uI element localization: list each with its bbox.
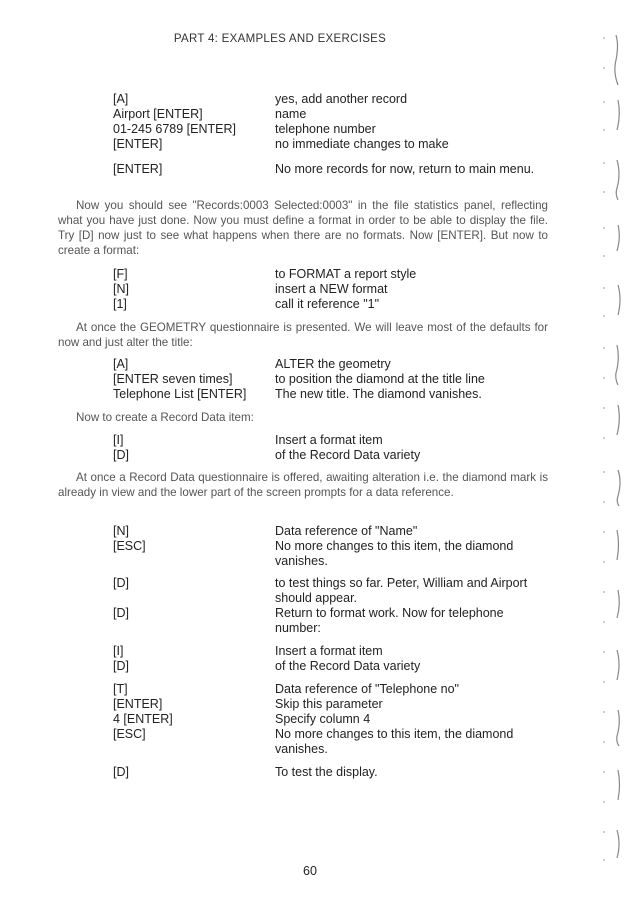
instruction-key: [ENTER] bbox=[113, 162, 163, 176]
instruction-key: [ESC] bbox=[113, 539, 146, 553]
instruction-key: [1] bbox=[113, 297, 127, 311]
instruction-desc: no immediate changes to make bbox=[275, 137, 449, 151]
instruction-desc: call it reference "1" bbox=[275, 297, 380, 311]
instruction-desc: Insert a format item bbox=[275, 433, 383, 447]
instruction-desc: No more changes to this item, the diamond vanishes. bbox=[275, 539, 514, 568]
instruction-desc: telephone number bbox=[275, 122, 376, 136]
instruction-desc: ALTER the geometry bbox=[275, 357, 391, 371]
instruction-desc: Skip this parameter bbox=[275, 697, 383, 711]
instruction-key: [N] bbox=[113, 524, 129, 538]
body-paragraph: At once the GEOMETRY questionnaire is presented. We will leave most of the defaults for now and just alter the title: bbox=[58, 321, 548, 349]
instruction-key: [ESC] bbox=[113, 727, 146, 741]
instruction-desc: to FORMAT a report style bbox=[275, 267, 417, 281]
instruction-key: [D] bbox=[113, 765, 129, 779]
instruction-desc: Return to format work. Now for telephone number: bbox=[275, 606, 504, 635]
instruction-desc: The new title. The diamond vanishes. bbox=[275, 387, 482, 401]
instruction-key: [D] bbox=[113, 606, 129, 620]
instruction-desc: No more records for now, return to main menu. bbox=[275, 162, 535, 176]
instruction-desc: Insert a format item bbox=[275, 644, 383, 658]
instruction-key: [D] bbox=[113, 576, 129, 590]
instruction-desc: No more changes to this item, the diamond vanishes. bbox=[275, 727, 514, 756]
instruction-desc: of the Record Data variety bbox=[275, 448, 421, 462]
instruction-key: [ENTER seven times] bbox=[113, 372, 233, 386]
page-number: 60 bbox=[303, 864, 317, 878]
instruction-key: 01-245 6789 [ENTER] bbox=[113, 122, 236, 136]
instruction-key: [A] bbox=[113, 357, 129, 371]
body-paragraph: Now to create a Record Data item: bbox=[76, 411, 254, 424]
instruction-desc: to test things so far. Peter, William and Airport should appear. bbox=[275, 576, 528, 605]
instruction-desc: To test the display. bbox=[275, 765, 378, 779]
instruction-desc: to position the diamond at the title line bbox=[275, 372, 485, 386]
instruction-key: [A] bbox=[113, 92, 129, 106]
page-header: PART 4: EXAMPLES AND EXERCISES bbox=[173, 33, 387, 45]
instruction-desc: Data reference of "Name" bbox=[275, 524, 418, 538]
body-paragraph: Now you should see "Records:0003 Selected:0003" in the file statistics panel, reflecting what you have just done. Now you must define a format in order to be able to display the file. Try [D] now just to see what happens when there are no formats. Now [ENTER]. But now to create a format: bbox=[58, 199, 548, 257]
instruction-key: [N] bbox=[113, 282, 129, 296]
instruction-desc: Specify column 4 bbox=[275, 712, 371, 726]
instruction-desc: yes, add another record bbox=[275, 92, 408, 106]
instruction-key: [I] bbox=[113, 644, 124, 658]
instruction-key: Telephone List [ENTER] bbox=[113, 387, 247, 401]
instruction-desc: Data reference of "Telephone no" bbox=[275, 682, 459, 696]
instruction-desc: of the Record Data variety bbox=[275, 659, 421, 673]
instruction-key: [F] bbox=[113, 267, 128, 281]
binding-marks bbox=[598, 20, 625, 880]
instruction-key: 4 [ENTER] bbox=[113, 712, 173, 726]
instruction-key: [D] bbox=[113, 448, 129, 462]
body-paragraph: At once a Record Data questionnaire is offered, awaiting alteration i.e. the diamond mark is already in view and the lower part of the screen prompts for a data reference. bbox=[58, 471, 548, 499]
instruction-key: [ENTER] bbox=[113, 697, 163, 711]
instruction-key: Airport [ENTER] bbox=[113, 107, 203, 121]
instruction-desc: name bbox=[275, 107, 307, 121]
instruction-key: [D] bbox=[113, 659, 129, 673]
instruction-key: [ENTER] bbox=[113, 137, 163, 151]
instruction-desc: insert a NEW format bbox=[275, 282, 388, 296]
instruction-key: [T] bbox=[113, 682, 128, 696]
instruction-key: [I] bbox=[113, 433, 124, 447]
